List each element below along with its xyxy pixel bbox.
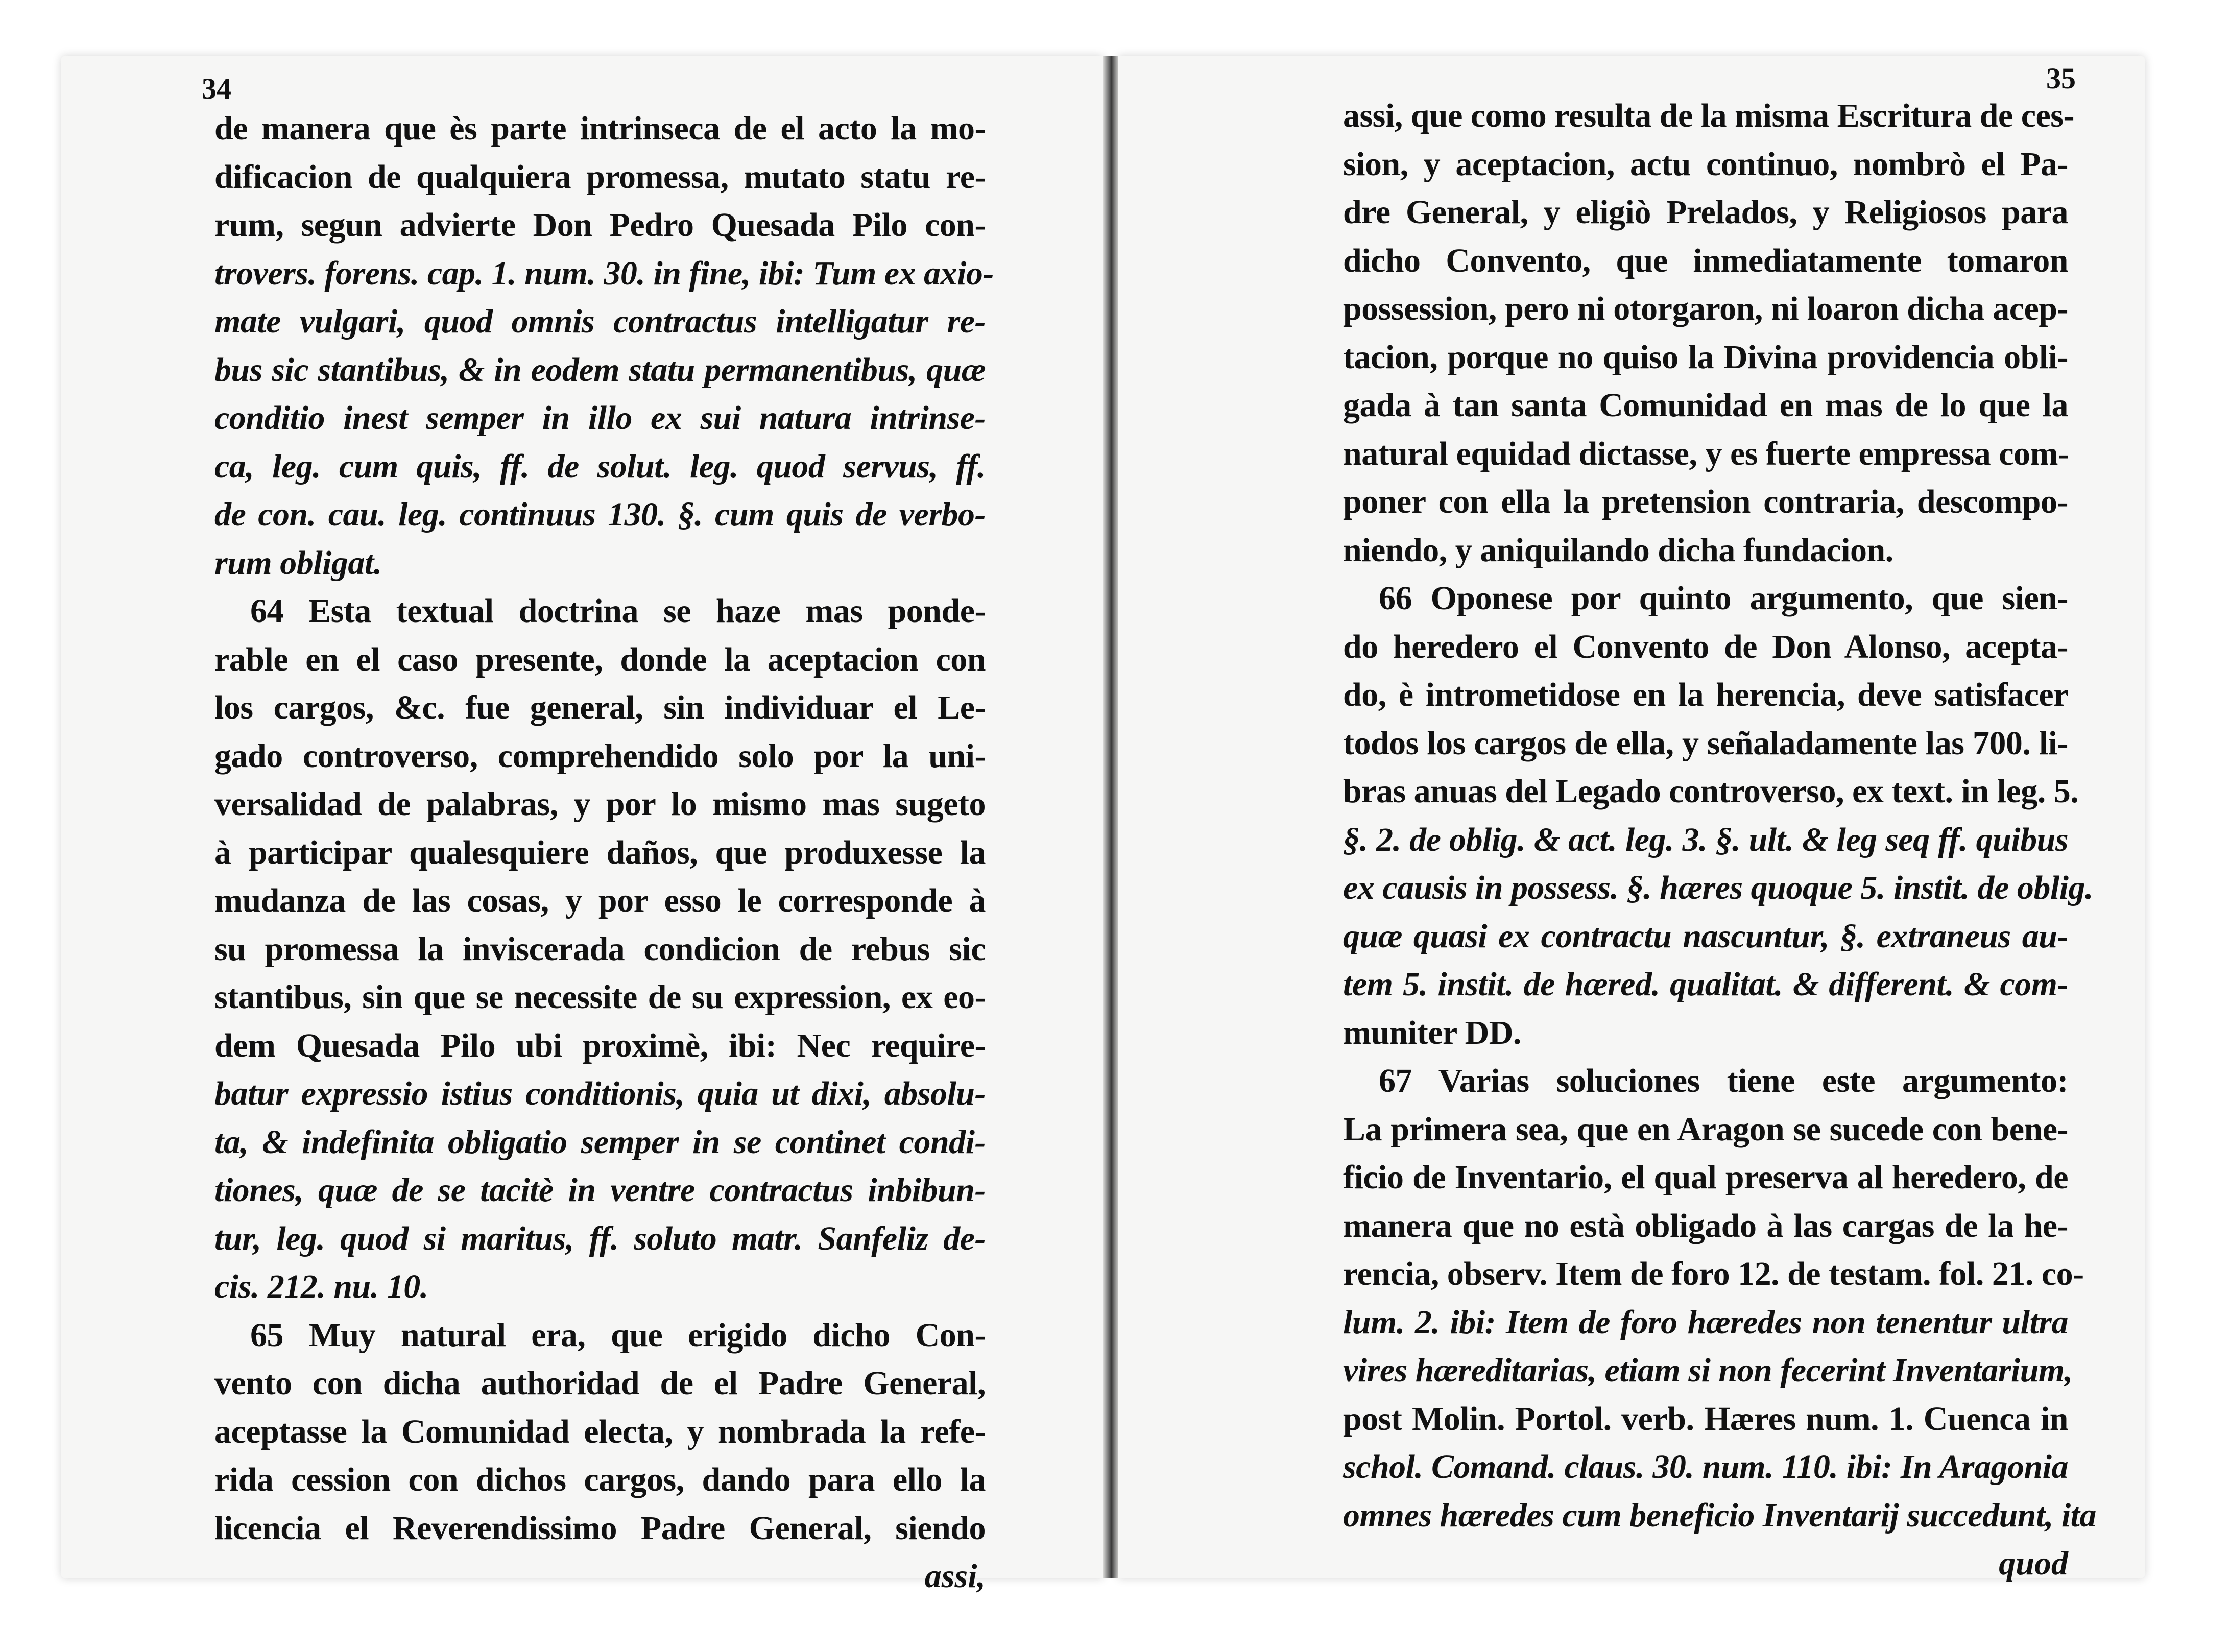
text-line: dem Quesada Pilo ubi proximè, ibi: Nec require- bbox=[214, 1026, 986, 1064]
text-line: batur expressio istius conditionis, quia ut dixi, absolu- bbox=[214, 1075, 986, 1112]
book-gutter bbox=[1103, 56, 1118, 1578]
text-line: poner con ella la pretension contraria, descompo- bbox=[1343, 483, 2068, 520]
page-number-left: 34 bbox=[202, 72, 231, 105]
text-line: ca, leg. cum quis, ff. de solut. leg. quod servus, ff. bbox=[214, 447, 986, 485]
book-spread bbox=[61, 56, 2145, 1595]
text-line: lum. 2. ibi: Item de foro hæredes non tenentur ultra bbox=[1343, 1303, 2068, 1341]
text-line: de manera que ès parte intrinseca de el acto la mo- bbox=[214, 110, 986, 147]
text-line: conditio inest semper in illo ex sui natura intrinse- bbox=[214, 399, 986, 437]
left-text-block bbox=[214, 105, 994, 1601]
text-line: quæ quasi ex contractu nascuntur, §. extraneus au- bbox=[1343, 917, 2068, 955]
text-line: natural equidad dictasse, y es fuerte empressa com- bbox=[1343, 435, 2069, 472]
text-line: gada à tan santa Comunidad en mas de lo que la bbox=[1343, 387, 2068, 424]
text-line: vento con dicha authoridad de el Padre General, bbox=[214, 1364, 986, 1402]
text-line: rum, segun advierte Don Pedro Quesada Pilo con- bbox=[214, 206, 986, 244]
text-line: stantibus, sin que se necessite de su expression, ex eo- bbox=[214, 978, 986, 1016]
catchword: quod bbox=[1999, 1545, 2068, 1582]
text-line: mudanza de las cosas, y por esso le corresponde à bbox=[214, 882, 986, 919]
text-line: rida cession con dichos cargos, dando para ello la bbox=[214, 1461, 986, 1498]
text-line: ta, & indefinita obligatio semper in se continet condi- bbox=[214, 1123, 986, 1161]
text-line: tiones, quæ de se tacitè in ventre contractus inbibun- bbox=[214, 1171, 986, 1209]
text-line: do heredero el Convento de Don Alonso, acepta- bbox=[1343, 628, 2068, 665]
text-line: bus sic stantibus, & in eodem statu permanentibus, quæ bbox=[214, 351, 986, 389]
text-line: mate vulgari, quod omnis contractus intelligatur re- bbox=[214, 303, 986, 340]
text-line: 64 Esta textual doctrina se haze mas ponde- bbox=[250, 592, 986, 630]
text-line: aceptasse la Comunidad electa, y nombrada la refe- bbox=[214, 1412, 986, 1450]
text-line: sion, y aceptacion, actu continuo, nombrò el Pa- bbox=[1343, 145, 2068, 183]
text-line: do, è intrometidose en la herencia, deve satisfacer bbox=[1343, 676, 2068, 713]
text-line: su promessa la inviscerada condicion de rebus sic bbox=[214, 930, 986, 968]
text-line: schol. Comand. claus. 30. num. 110. ibi: In Aragonia bbox=[1343, 1448, 2068, 1486]
text-line: de con. cau. leg. continuus 130. §. cum quis de verbo- bbox=[214, 496, 986, 533]
text-line: La primera sea, que en Aragon se sucede con bene- bbox=[1343, 1110, 2068, 1148]
text-line: bras anuas del Legado controverso, ex text. in leg. 5. bbox=[1343, 773, 2079, 810]
text-line: 65 Muy natural era, que erigido dicho Con- bbox=[250, 1316, 986, 1354]
text-line: à participar qualesquiere daños, que produxesse la bbox=[214, 833, 986, 871]
text-line: post Molin. Portol. verb. Hæres num. 1. Cuenca in bbox=[1343, 1400, 2068, 1438]
text-line: gado controverso, comprehendido solo por la uni- bbox=[214, 737, 986, 775]
text-line: muniter DD. bbox=[1343, 1014, 1521, 1051]
text-line: los cargos, &c. fue general, sin individuar el Le- bbox=[214, 689, 986, 726]
text-line: §. 2. de oblig. & act. leg. 3. §. ult. & leg seq ff. quibus bbox=[1343, 821, 2068, 858]
text-line: rable en el caso presente, donde la aceptacion con bbox=[214, 640, 986, 678]
text-line: trovers. forens. cap. 1. num. 30. in fine, ibi: Tum ex axio- bbox=[214, 254, 994, 292]
text-line: ficio de Inventario, el qual preserva al heredero, de bbox=[1343, 1159, 2068, 1196]
left-page bbox=[61, 56, 1103, 1595]
text-line: niendo, y aniquilando dicha fundacion. bbox=[1343, 531, 1893, 569]
text-line: dre General, y eligiò Prelados, y Religiosos para bbox=[1343, 194, 2068, 231]
text-line: cis. 212. nu. 10. bbox=[214, 1268, 428, 1305]
text-line: tacion, porque no quiso la Divina providencia obli- bbox=[1343, 338, 2068, 376]
text-line: dificacion de qualquiera promessa, mutato statu re- bbox=[214, 158, 986, 196]
text-line: possession, pero ni otorgaron, ni loaron dicha acep- bbox=[1343, 290, 2068, 327]
text-line: manera que no està obligado à las cargas de la he- bbox=[1343, 1207, 2068, 1244]
text-line: todos los cargos de ella, y señaladamente las 700. li- bbox=[1343, 724, 2068, 762]
text-line: tur, leg. quod si maritus, ff. soluto matr. Sanfeliz de- bbox=[214, 1219, 986, 1257]
text-line: licencia el Reverendissimo Padre General, siendo bbox=[214, 1509, 986, 1547]
text-line: versalidad de palabras, y por lo mismo mas sugeto bbox=[214, 785, 986, 823]
text-line: rencia, observ. Item de foro 12. de testam. fol. 21. co- bbox=[1343, 1255, 2084, 1292]
page-number-right: 35 bbox=[2046, 62, 2076, 95]
text-line: omnes hæredes cum beneficio Inventarij succedunt, ita bbox=[1343, 1496, 2096, 1534]
catchword: assi, bbox=[924, 1558, 986, 1595]
text-line: 66 Oponese por quinto argumento, que sien- bbox=[1379, 580, 2068, 617]
text-line: tem 5. instit. de hæred. qualitat. & different. & com- bbox=[1343, 966, 2068, 1003]
right-text-block bbox=[1343, 92, 2096, 1588]
text-line: dicho Convento, que inmediatamente tomaron bbox=[1343, 242, 2068, 279]
text-line: ex causis in possess. §. hæres quoque 5. instit. de oblig. bbox=[1343, 869, 2094, 906]
text-line: rum obligat. bbox=[214, 544, 382, 582]
right-page bbox=[1118, 56, 2145, 1582]
text-line: vires hæreditarias, etiam si non fecerint Inventarium, bbox=[1343, 1352, 2073, 1389]
text-line: 67 Varias soluciones tiene este argumento: bbox=[1379, 1062, 2068, 1099]
text-line: assi, que como resulta de la misma Escritura de ces- bbox=[1343, 97, 2074, 134]
